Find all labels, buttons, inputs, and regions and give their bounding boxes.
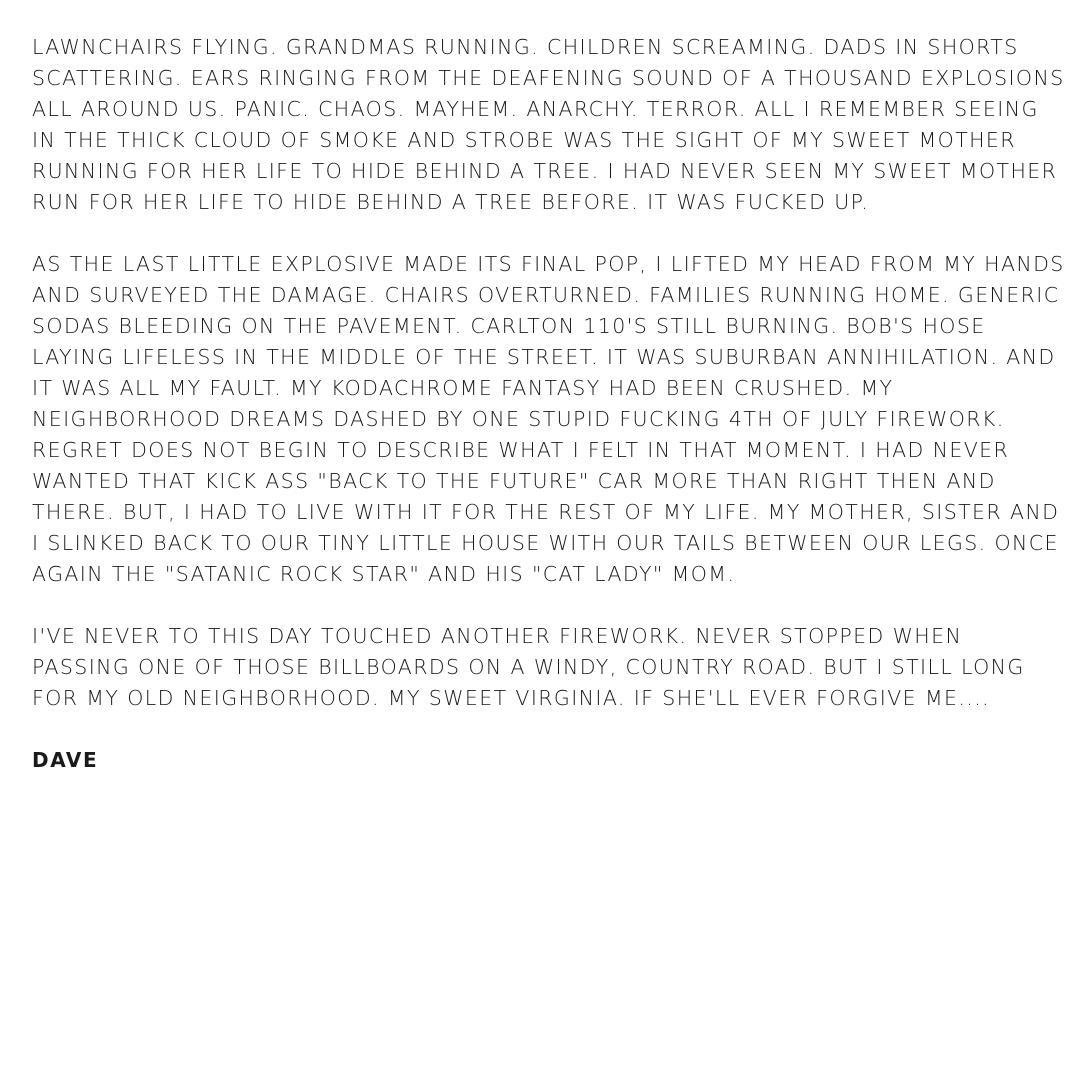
text-line: AND SURVEYED THE DAMAGE. CHAIRS OVERTURNED. FAMILIES RUNNING HOME. GENERIC: [32, 283, 1060, 307]
paragraph-3: [32, 621, 1048, 714]
text-line: SCATTERING. EARS RINGING FROM THE DEAFENING SOUND OF A THOUSAND EXPLOSIONS: [32, 66, 1065, 90]
paragraph-2: [32, 249, 1065, 590]
text-line: RUNNING FOR HER LIFE TO HIDE BEHIND A TREE. I HAD NEVER SEEN MY SWEET MOTHER: [32, 159, 1058, 183]
text-line: IT WAS ALL MY FAULT. MY KODACHROME FANTASY HAD BEEN CRUSHED. MY: [32, 376, 894, 400]
signature: DAVE: [32, 748, 99, 772]
text-line: ALL AROUND US. PANIC. CHAOS. MAYHEM. ANARCHY. TERROR. ALL I REMEMBER SEEING: [32, 97, 1039, 121]
text-line: PASSING ONE OF THOSE BILLBOARDS ON A WINDY, COUNTRY ROAD. BUT I STILL LONG: [32, 655, 1025, 679]
text-line: IN THE THICK CLOUD OF SMOKE AND STROBE WAS THE SIGHT OF MY SWEET MOTHER: [32, 128, 1016, 152]
text-line: AS THE LAST LITTLE EXPLOSIVE MADE ITS FINAL POP, I LIFTED MY HEAD FROM MY HANDS: [32, 252, 1065, 276]
text-line: NEIGHBORHOOD DREAMS DASHED BY ONE STUPID FUCKING 4TH OF JULY FIREWORK.: [32, 407, 1005, 431]
text-line: RUN FOR HER LIFE TO HIDE BEHIND A TREE BEFORE. IT WAS FUCKED UP.: [32, 190, 870, 214]
text-line: FOR MY OLD NEIGHBORHOOD. MY SWEET VIRGINIA. IF SHE'LL EVER FORGIVE ME....: [32, 686, 991, 710]
paragraph-1: [32, 32, 1065, 218]
text-line: REGRET DOES NOT BEGIN TO DESCRIBE WHAT I FELT IN THAT MOMENT. I HAD NEVER: [32, 438, 1010, 462]
text-line: LAWNCHAIRS FLYING. GRANDMAS RUNNING. CHILDREN SCREAMING. DADS IN SHORTS: [32, 35, 1019, 59]
text-line: I'VE NEVER TO THIS DAY TOUCHED ANOTHER FIREWORK. NEVER STOPPED WHEN: [32, 624, 963, 648]
text-line: THERE. BUT, I HAD TO LIVE WITH IT FOR THE REST OF MY LIFE. MY MOTHER, SISTER AND: [32, 500, 1060, 524]
text-line: WANTED THAT KICK ASS "BACK TO THE FUTURE" CAR MORE THAN RIGHT THEN AND: [32, 469, 996, 493]
text-line: I SLINKED BACK TO OUR TINY LITTLE HOUSE WITH OUR TAILS BETWEEN OUR LEGS. ONCE: [32, 531, 1059, 555]
text-line: LAYING LIFELESS IN THE MIDDLE OF THE STREET. IT WAS SUBURBAN ANNIHILATION. AND: [32, 345, 1056, 369]
story-text: [32, 32, 1065, 776]
text-line: AGAIN THE "SATANIC ROCK STAR" AND HIS "CAT LADY" MOM.: [32, 562, 736, 586]
text-line: SODAS BLEEDING ON THE PAVEMENT. CARLTON 110'S STILL BURNING. BOB'S HOSE: [32, 314, 986, 338]
